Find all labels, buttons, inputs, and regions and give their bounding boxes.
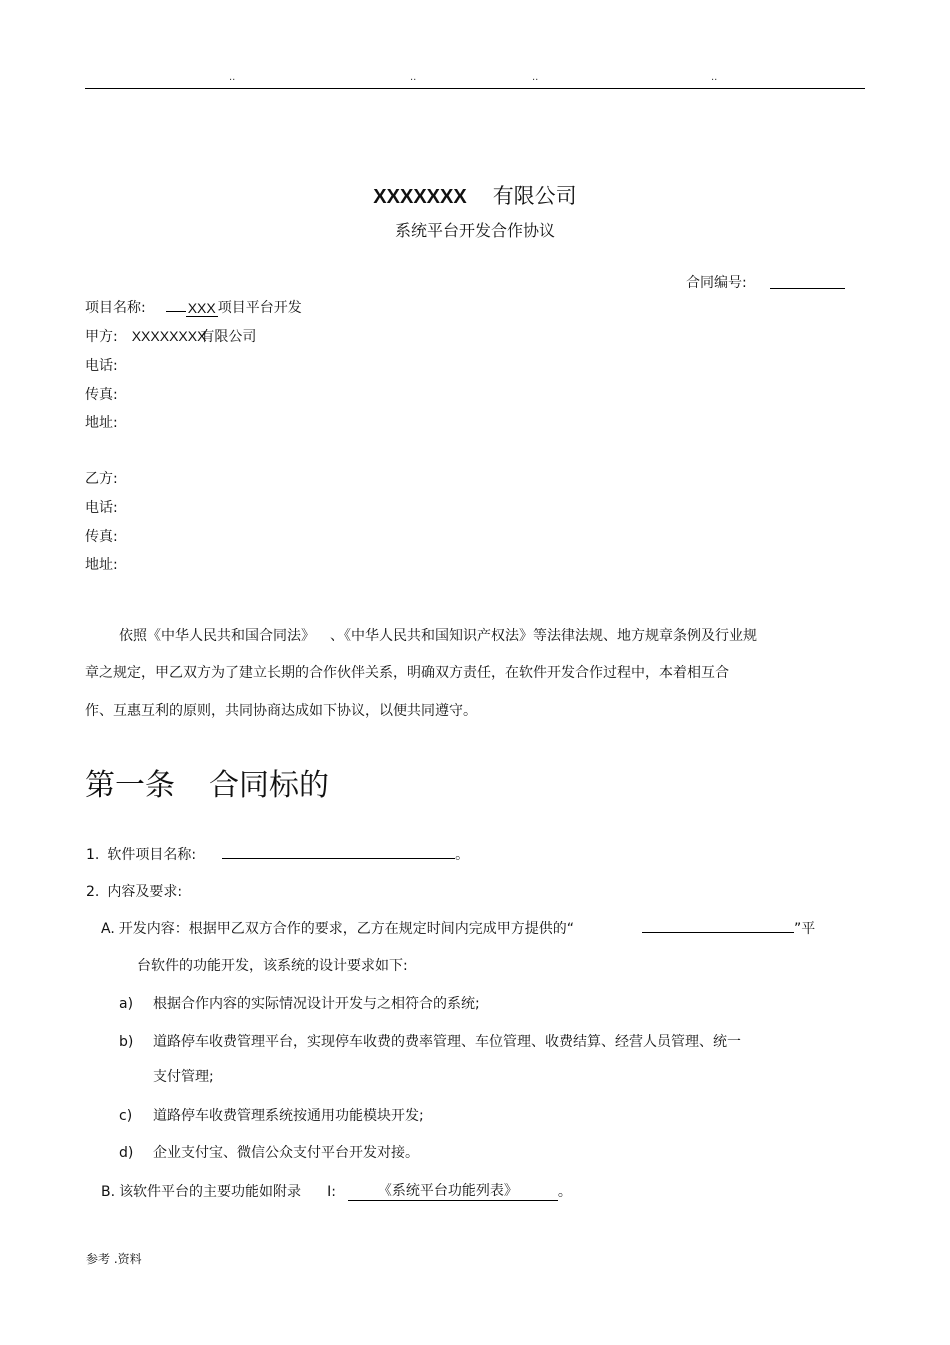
clause-a-prefix: A. [101,921,115,937]
sub-item-a-text: 根据合作内容的实际情况设计开发与之相符合的系统; [153,996,480,1012]
article-1-number: 第一条 [85,768,175,803]
sub-item-d-label: d) [119,1145,134,1161]
clause-b [101,1180,572,1201]
party-a-value: XXXXXXXX [131,328,207,344]
clause-b-text: 该软件平台的主要功能如附录 [119,1184,302,1200]
item-1-end: 。 [455,847,470,863]
project-name-label: 项目名称: [85,300,146,316]
party-a-phone-label: 电话: [85,358,118,374]
contract-no-label: 合同编号: [686,275,747,291]
sub-item-c-text: 道路停车收费管理系统按通用功能模块开发; [153,1108,424,1124]
project-name-value: XXX [187,300,216,316]
sub-item-c-label: c) [119,1108,133,1124]
intro-line-3: 作、互惠互利的原则，共同协商达成如下协议，以便共同遵守。 [85,703,477,719]
party-b-phone-label: 电话: [85,500,118,516]
sub-item-c [119,1105,424,1125]
clause-a-cont: 台软件的功能开发，该系统的设计要求如下: [137,958,408,974]
header-rule [85,88,865,89]
header-dots: .. [711,72,718,83]
company-name: XXXXXXX [373,186,467,208]
sub-item-b-cont: 支付管理; [153,1069,214,1085]
intro-law-1: 依照《中华人民共和国合同法》 [119,628,308,644]
sub-item-d-text: 企业支付宝、微信公众支付平台开发对接。 [153,1145,419,1161]
sub-item-a-label: a) [119,996,134,1012]
project-name-row [85,297,302,317]
item-1 [86,844,469,864]
party-a-row [85,326,256,346]
sub-item-b-text: 道路停车收费管理平台，实现停车收费的费率管理、车位管理、收费结算、经营人员管理、统一 [153,1034,741,1050]
party-a-address-label: 地址: [85,415,118,431]
software-name-blank[interactable] [222,846,455,859]
party-a-label: 甲方: [85,329,118,345]
footer-text: 参考 .资料 [86,1252,142,1266]
header-dots: .. [410,72,417,83]
item-1-number: 1. [86,847,100,863]
sub-item-b-label: b) [119,1034,134,1050]
item-2 [86,881,182,901]
clause-a [101,918,815,938]
clause-a-text: 开发内容：根据甲乙双方合作的要求，乙方在规定时间内完成甲方提供的“ [118,921,575,937]
intro-line-1 [119,625,757,645]
clause-a-close: ”平 [794,921,816,937]
party-b-address-label: 地址: [85,557,118,573]
document-title [0,180,950,210]
article-1-title: 合同标的 [209,768,329,803]
header-dots: .. [532,72,539,83]
article-1-heading [85,760,329,804]
party-b-label: 乙方: [85,471,118,487]
header-dots: .. [229,72,236,83]
function-list-link[interactable]: 《系统平台功能列表》 [348,1180,558,1201]
item-1-label: 软件项目名称: [107,847,197,863]
sub-item-d [119,1142,419,1162]
project-name-suffix: 项目平台开发 [217,300,302,316]
platform-name-blank[interactable] [642,920,794,933]
company-suffix: 有限公司 [492,184,577,208]
party-a-fax-label: 传真: [85,387,118,403]
intro-law-2: 、《中华人民共和国知识产权法》等法律法规、地方规章条例及行业规 [330,628,757,644]
intro-line-2: 章之规定，甲乙双方为了建立长期的合作伙伴关系，明确双方责任，在软件开发合作过程中，本着相互合 [85,665,729,681]
contract-no-blank[interactable] [770,288,845,289]
clause-b-prefix: B. [101,1184,116,1200]
clause-b-annex: I: [327,1184,336,1200]
item-2-number: 2. [86,884,100,900]
sub-item-a [119,993,480,1013]
party-b-fax-label: 传真: [85,529,118,545]
item-2-label: 内容及要求: [107,884,183,900]
document-subtitle: 系统平台开发合作协议 [394,221,555,240]
sub-item-b [119,1031,741,1051]
party-a-suffix: 有限公司 [200,329,257,345]
clause-b-end: 。 [557,1184,572,1200]
